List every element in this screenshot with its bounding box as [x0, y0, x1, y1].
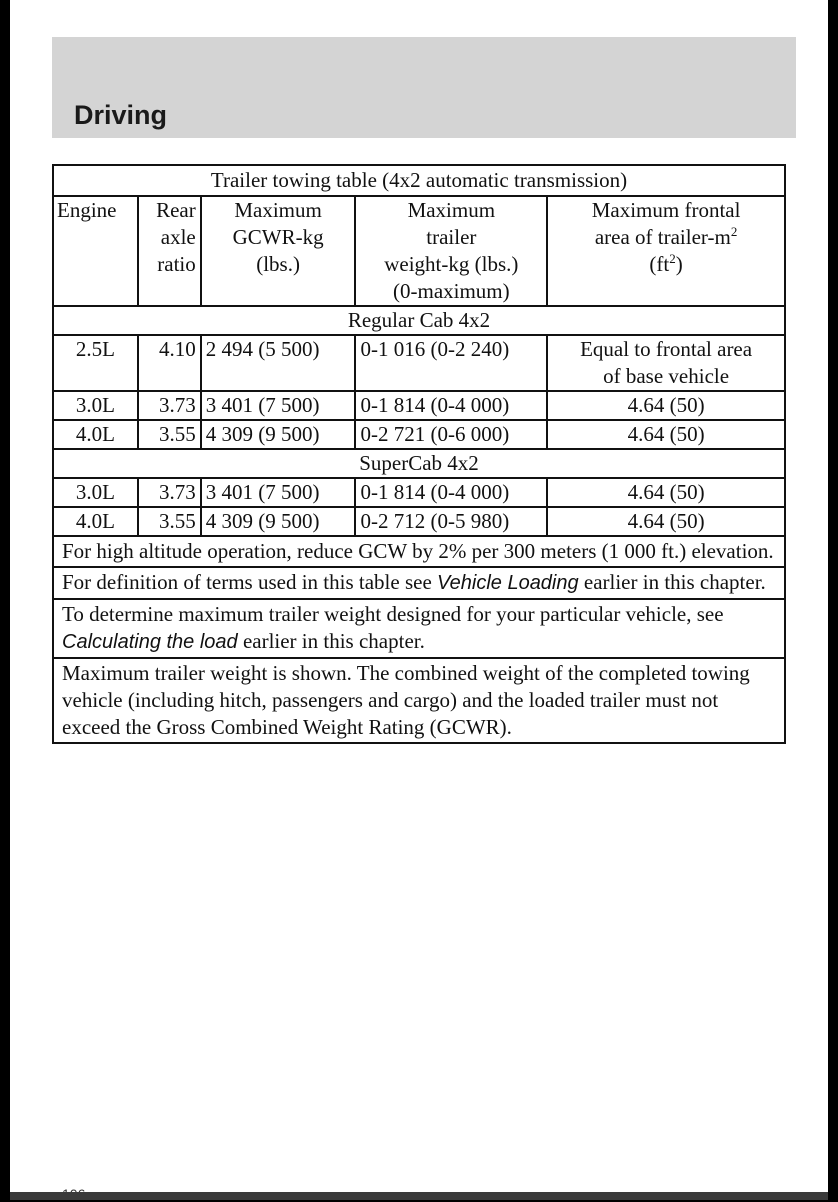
table-row: [53, 507, 785, 536]
cell-gcwr: 3 401 (7 500): [201, 478, 356, 507]
cell-axle: 3.55: [138, 507, 201, 536]
cell-trailer-weight: 0-1 814 (0-4 000): [355, 391, 547, 420]
cell-trailer-weight: 0-2 712 (0-5 980): [355, 507, 547, 536]
cell-axle: 3.73: [138, 391, 201, 420]
section-label-supercab: SuperCab 4x2: [53, 449, 785, 478]
table-row: [53, 478, 785, 507]
table-row: [53, 391, 785, 420]
note-definition: For definition of terms used in this table see Vehicle Loading earlier in this chapter.: [53, 567, 785, 599]
column-header-row: [53, 196, 785, 306]
note-row: [53, 536, 785, 567]
cell-gcwr: 4 309 (9 500): [201, 420, 356, 449]
cell-frontal-area: Equal to frontal area of base vehicle: [547, 335, 785, 391]
cell-gcwr: 3 401 (7 500): [201, 391, 356, 420]
cell-frontal-area: 4.64 (50): [547, 478, 785, 507]
link-vehicle-loading: Vehicle Loading: [437, 572, 579, 594]
cell-trailer-weight: 0-2 721 (0-6 000): [355, 420, 547, 449]
note-row: [53, 658, 785, 743]
table-caption: Trailer towing table (4x2 automatic transmission): [53, 165, 785, 196]
col-header-engine: Engine: [53, 196, 138, 306]
link-calculating-load: Calculating the load: [62, 631, 238, 653]
table-row: [53, 420, 785, 449]
note-maximum-weight: Maximum trailer weight is shown. The combined weight of the completed towing vehicle (including hitch, passengers and cargo) and the loaded trailer must not exceed the Gross Combined Weight Rating (GCWR).: [53, 658, 785, 743]
col-header-gcwr: Maximum GCWR-kg (lbs.): [201, 196, 356, 306]
section-header-bar: [52, 37, 796, 138]
cell-axle: 3.55: [138, 420, 201, 449]
section-row: [53, 449, 785, 478]
manual-page: [10, 0, 828, 1192]
section-title: Driving: [74, 100, 168, 130]
section-row: [53, 306, 785, 335]
note-high-altitude: For high altitude operation, reduce GCW by 2% per 300 meters (1 000 ft.) elevation.: [53, 536, 785, 567]
cell-frontal-area: 4.64 (50): [547, 391, 785, 420]
cell-axle: 3.73: [138, 478, 201, 507]
cell-axle: 4.10: [138, 335, 201, 391]
cell-engine: 3.0L: [53, 478, 138, 507]
note-row: [53, 567, 785, 599]
trailer-towing-table: [52, 164, 786, 744]
cell-frontal-area: 4.64 (50): [547, 507, 785, 536]
table-caption-row: [53, 165, 785, 196]
section-label-regular-cab: Regular Cab 4x2: [53, 306, 785, 335]
cell-gcwr: 2 494 (5 500): [201, 335, 356, 391]
cell-trailer-weight: 0-1 814 (0-4 000): [355, 478, 547, 507]
cell-trailer-weight: 0-1 016 (0-2 240): [355, 335, 547, 391]
note-row: [53, 599, 785, 658]
bottom-edge: [10, 1192, 828, 1200]
col-header-frontal-area: Maximum frontal area of trailer-$m^2$ $(ft^2)$: [547, 196, 785, 306]
cell-engine: 4.0L: [53, 507, 138, 536]
cell-gcwr: 4 309 (9 500): [201, 507, 356, 536]
col-header-trailer-weight: Maximum trailer weight-kg (lbs.) (0-maximum): [355, 196, 547, 306]
cell-frontal-area: 4.64 (50): [547, 420, 785, 449]
cell-engine: 2.5L: [53, 335, 138, 391]
cell-engine: 3.0L: [53, 391, 138, 420]
note-determine-weight: To determine maximum trailer weight designed for your particular vehicle, see Calculating the load earlier in this chapter.: [53, 599, 785, 658]
cell-engine: 4.0L: [53, 420, 138, 449]
table-row: [53, 335, 785, 391]
col-header-axle: Rear axle ratio: [138, 196, 201, 306]
